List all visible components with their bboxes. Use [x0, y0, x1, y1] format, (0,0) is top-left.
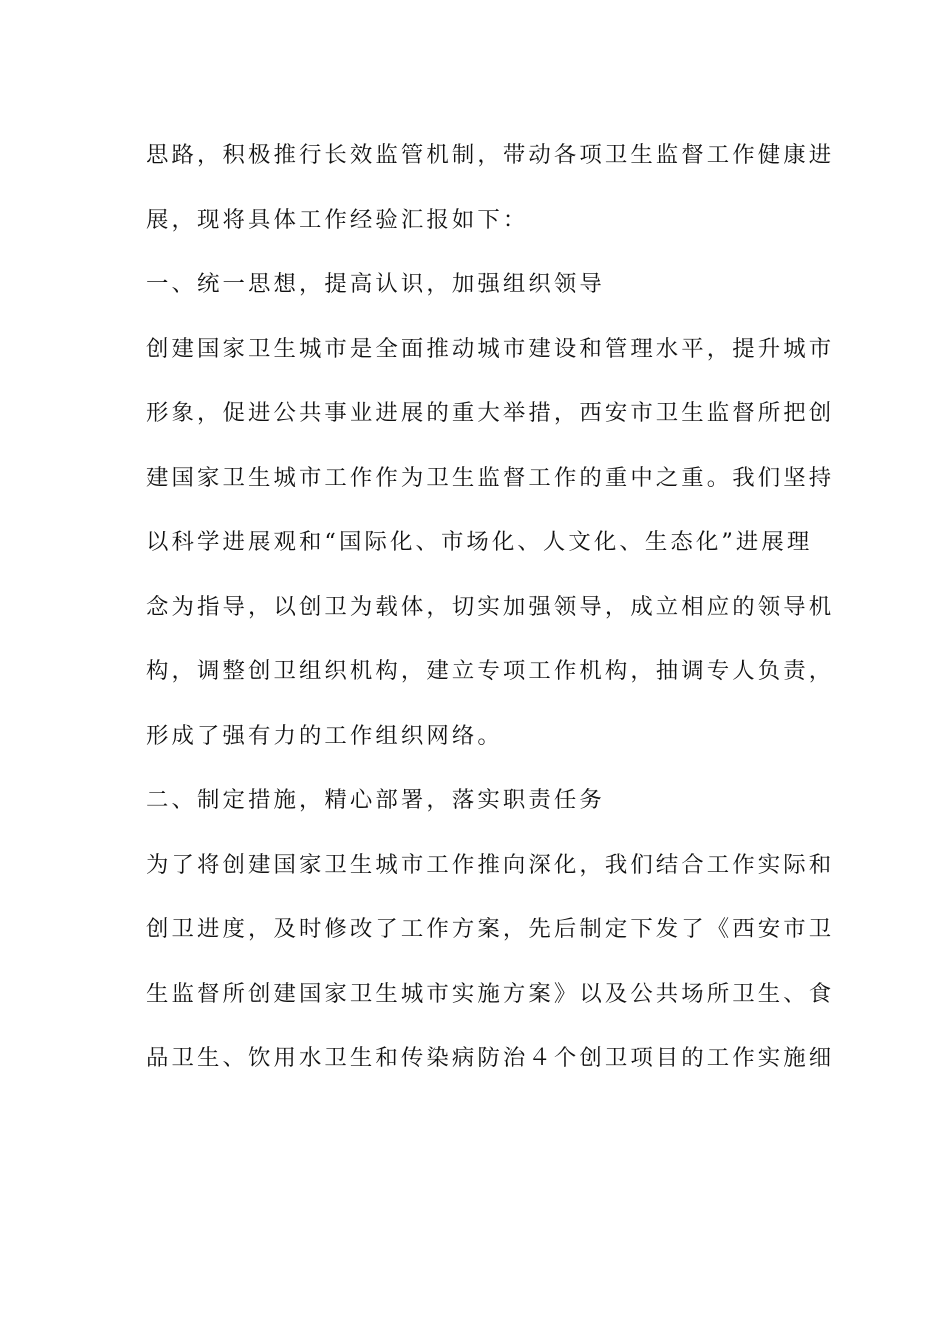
- body-line: 形象，促进公共事业进展的重大举措，西安市卫生监督所把创: [146, 400, 835, 426]
- body-line: 念为指导，以创卫为载体，切实加强领导，成立相应的领导机: [146, 593, 835, 620]
- body-line: 创建国家卫生城市是全面推动城市建设和管理水平，提升城市: [146, 335, 835, 362]
- body-line: 生监督所创建国家卫生城市实施方案》以及公共场所卫生、食: [146, 980, 835, 1007]
- body-line: 为了将创建国家卫生城市工作推向深化，我们结合工作实际和: [146, 851, 835, 878]
- body-line: 构，调整创卫组织机构，建立专项工作机构，抽调专人负责，: [146, 658, 835, 684]
- document-body: [146, 134, 835, 1102]
- body-line: 思路，积极推行长效监管机制，带动各项卫生监督工作健康进: [146, 142, 835, 168]
- body-line: 创卫进度，及时修改了工作方案，先后制定下发了《西安市卫: [146, 916, 835, 942]
- body-line: 品卫生、饮用水卫生和传染病防治４个创卫项目的工作实施细: [146, 1045, 835, 1071]
- body-line: 形成了强有力的工作组织网络。: [146, 722, 503, 749]
- body-line: 展，现将具体工作经验汇报如下：: [146, 206, 529, 233]
- section-heading: 二、制定措施，精心部署，落实职责任务: [146, 787, 605, 813]
- body-line: 以科学进展观和“国际化、市场化、人文化、生态化”进展理: [146, 529, 813, 555]
- section-heading: 一、统一思想，提高认识，加强组织领导: [146, 271, 605, 297]
- body-line: 建国家卫生城市工作作为卫生监督工作的重中之重。我们坚持: [146, 464, 835, 491]
